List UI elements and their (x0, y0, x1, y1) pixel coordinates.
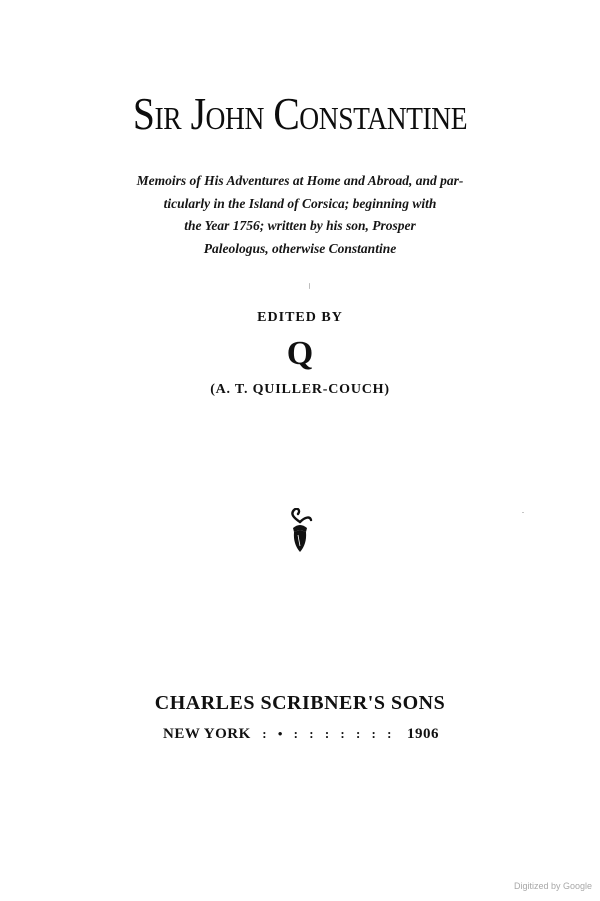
subtitle-line-3: the Year 1756; written by his son, Prosper (184, 218, 416, 233)
print-speck (522, 512, 524, 513)
publisher-name: CHARLES SCRIBNER'S SONS (154, 692, 446, 714)
digitizer-watermark: Digitized by Google (513, 881, 592, 891)
book-title: Sir John Constantine (132, 88, 468, 139)
publication-place: NEW YORK (163, 726, 251, 742)
imprint-line (163, 726, 439, 743)
editor-pseudonym: Q (286, 335, 314, 372)
edited-by-label: EDITED BY (257, 310, 343, 325)
editor-full-name: (A. T. QUILLER-COUCH) (210, 382, 390, 397)
acorn-fleuron-icon (284, 508, 316, 554)
print-speck (309, 283, 310, 289)
subtitle-line-4: Paleologus, otherwise Constantine (203, 240, 397, 256)
book-subtitle (95, 170, 505, 260)
subtitle-line-2: ticularly in the Island of Corsica; beginning with (163, 195, 437, 211)
imprint-separator: : • : : : : : : : (262, 726, 396, 741)
subtitle-line-1: Memoirs of His Adventures at Home and Abroad, and par- (136, 173, 464, 188)
publication-year: 1906 (407, 726, 439, 742)
